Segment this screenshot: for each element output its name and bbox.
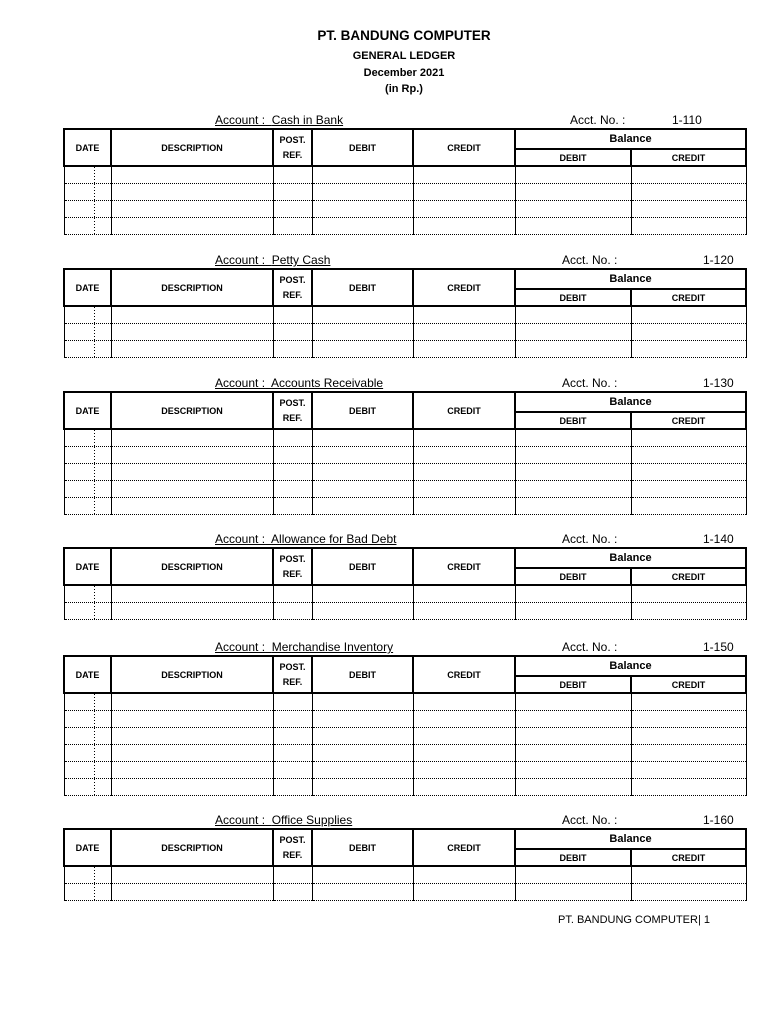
entry-date-cell <box>64 693 111 710</box>
entry-balance-credit-cell <box>631 429 746 446</box>
entry-date-cell <box>64 446 111 463</box>
entry-balance-debit-cell <box>515 340 631 357</box>
ledger-table <box>63 655 747 796</box>
col-credit-header: CREDIT <box>413 548 515 585</box>
post-ref-line-2: REF. <box>282 412 303 423</box>
account-name: Cash in Bank <box>271 113 344 127</box>
entry-debit-cell <box>312 883 413 900</box>
entry-description-cell <box>111 446 273 463</box>
entry-balance-debit-cell <box>515 585 631 602</box>
ledger-header-row <box>64 269 746 289</box>
col-date-header: DATE <box>64 548 111 585</box>
entry-credit-cell <box>413 183 515 200</box>
entry-balance-credit-cell <box>631 497 746 514</box>
entry-balance-credit-cell <box>631 710 746 727</box>
ledger-entries <box>64 585 746 619</box>
entry-date-cell <box>64 883 111 900</box>
entry-balance-credit-cell <box>631 463 746 480</box>
col-balance-debit-header: DEBIT <box>515 568 631 585</box>
entry-balance-credit-cell <box>631 883 746 900</box>
entry-credit-cell <box>413 761 515 778</box>
account-number-label: Acct. No. : <box>562 813 618 827</box>
ledger-entries <box>64 429 746 514</box>
entry-post-ref-cell <box>273 883 312 900</box>
col-credit-header: CREDIT <box>413 656 515 693</box>
entry-description-cell <box>111 602 273 619</box>
entry-balance-debit-cell <box>515 497 631 514</box>
entry-balance-credit-cell <box>631 480 746 497</box>
account-name: Merchandise Inventory <box>271 640 394 654</box>
entry-post-ref-cell <box>273 778 312 795</box>
entry-balance-debit-cell <box>515 883 631 900</box>
entry-balance-credit-cell <box>631 761 746 778</box>
account-title <box>215 252 330 268</box>
col-post-ref-header <box>273 129 312 166</box>
ledger-header-row <box>64 129 746 149</box>
entry-credit-cell <box>413 866 515 883</box>
entry-credit-cell <box>413 602 515 619</box>
ledger-table <box>63 391 747 515</box>
entry-credit-cell <box>413 727 515 744</box>
col-post-ref-header <box>273 829 312 866</box>
entry-debit-cell <box>312 693 413 710</box>
entry-date-cell <box>64 217 111 234</box>
account-number: 1-130 <box>703 376 734 390</box>
col-description-header: DESCRIPTION <box>111 269 273 306</box>
col-debit-header: DEBIT <box>312 829 413 866</box>
post-ref-line-1: POST. <box>279 134 306 145</box>
entry-balance-debit-cell <box>515 693 631 710</box>
document-currency: (in Rp.) <box>385 83 423 95</box>
ledger-account-section <box>0 639 768 690</box>
ledger-entry-row <box>64 866 746 883</box>
company-name: PT. BANDUNG COMPUTER <box>317 28 491 43</box>
col-balance-credit-header: CREDIT <box>631 676 746 693</box>
entry-credit-cell <box>413 710 515 727</box>
account-number: 1-110 <box>672 113 702 127</box>
entry-description-cell <box>111 761 273 778</box>
col-balance-header: Balance <box>515 129 746 149</box>
col-credit-header: CREDIT <box>413 269 515 306</box>
col-balance-credit-header: CREDIT <box>631 849 746 866</box>
entry-balance-credit-cell <box>631 778 746 795</box>
entry-balance-credit-cell <box>631 585 746 602</box>
ledger-entry-row <box>64 585 746 602</box>
ledger-account-section <box>0 375 768 426</box>
entry-credit-cell <box>413 306 515 323</box>
account-label: Account : <box>215 376 266 390</box>
entry-description-cell <box>111 727 273 744</box>
entry-balance-debit-cell <box>515 761 631 778</box>
entry-balance-debit-cell <box>515 446 631 463</box>
entry-debit-cell <box>312 480 413 497</box>
entry-credit-cell <box>413 778 515 795</box>
ledger-account-section <box>0 812 768 863</box>
entry-post-ref-cell <box>273 497 312 514</box>
entry-debit-cell <box>312 866 413 883</box>
col-balance-header: Balance <box>515 269 746 289</box>
account-label: Account : <box>215 532 266 546</box>
entry-balance-debit-cell <box>515 744 631 761</box>
entry-debit-cell <box>312 497 413 514</box>
account-name: Office Supplies <box>271 813 353 827</box>
entry-date-cell <box>64 710 111 727</box>
entry-post-ref-cell <box>273 340 312 357</box>
ledger-entries <box>64 166 746 234</box>
ledger-entry-row <box>64 761 746 778</box>
entry-post-ref-cell <box>273 200 312 217</box>
entry-date-cell <box>64 778 111 795</box>
ledger-account-section <box>0 531 768 582</box>
account-label: Account : <box>215 640 266 654</box>
entry-balance-credit-cell <box>631 446 746 463</box>
ledger-entry-row <box>64 446 746 463</box>
col-balance-debit-header: DEBIT <box>515 289 631 306</box>
account-title <box>215 112 343 128</box>
col-date-header: DATE <box>64 656 111 693</box>
entry-date-cell <box>64 463 111 480</box>
entry-description-cell <box>111 710 273 727</box>
entry-post-ref-cell <box>273 429 312 446</box>
col-credit-header: CREDIT <box>413 392 515 429</box>
col-description-header: DESCRIPTION <box>111 829 273 866</box>
account-name: Allowance for Bad Debt <box>271 532 397 546</box>
entry-balance-debit-cell <box>515 602 631 619</box>
entry-description-cell <box>111 744 273 761</box>
document-title: GENERAL LEDGER <box>352 50 456 62</box>
entry-credit-cell <box>413 217 515 234</box>
entry-post-ref-cell <box>273 306 312 323</box>
ledger-entry-row <box>64 166 746 183</box>
ledger-table <box>63 268 747 358</box>
entry-debit-cell <box>312 340 413 357</box>
col-balance-debit-header: DEBIT <box>515 149 631 166</box>
entry-balance-debit-cell <box>515 217 631 234</box>
ledger-entry-row <box>64 744 746 761</box>
entry-post-ref-cell <box>273 761 312 778</box>
col-post-ref-header <box>273 548 312 585</box>
entry-debit-cell <box>312 602 413 619</box>
entry-post-ref-cell <box>273 585 312 602</box>
entry-post-ref-cell <box>273 463 312 480</box>
ledger-entry-row <box>64 727 746 744</box>
ledger-entry-row <box>64 602 746 619</box>
entry-debit-cell <box>312 463 413 480</box>
entry-balance-debit-cell <box>515 727 631 744</box>
col-balance-header: Balance <box>515 656 746 676</box>
ledger-entry-row <box>64 497 746 514</box>
entry-post-ref-cell <box>273 166 312 183</box>
account-name: Petty Cash <box>271 253 331 267</box>
post-ref-line-1: POST. <box>279 274 306 285</box>
entry-credit-cell <box>413 166 515 183</box>
entry-date-cell <box>64 183 111 200</box>
col-debit-header: DEBIT <box>312 656 413 693</box>
post-ref-line-2: REF. <box>282 676 303 687</box>
post-ref-line-1: POST. <box>279 553 306 564</box>
ledger-entry-row <box>64 883 746 900</box>
col-date-header: DATE <box>64 269 111 306</box>
entry-debit-cell <box>312 323 413 340</box>
account-name: Accounts Receivable <box>271 376 384 390</box>
col-post-ref-header <box>273 656 312 693</box>
col-debit-header: DEBIT <box>312 129 413 166</box>
post-ref-line-2: REF. <box>282 289 303 300</box>
entry-description-cell <box>111 497 273 514</box>
post-ref-line-2: REF. <box>282 568 303 579</box>
entry-date-cell <box>64 585 111 602</box>
post-ref-line-2: REF. <box>282 849 303 860</box>
entry-balance-credit-cell <box>631 693 746 710</box>
col-balance-credit-header: CREDIT <box>631 149 746 166</box>
entry-debit-cell <box>312 727 413 744</box>
entry-balance-debit-cell <box>515 778 631 795</box>
ledger-header-row <box>64 392 746 412</box>
document-period: December 2021 <box>363 66 445 79</box>
entry-balance-debit-cell <box>515 480 631 497</box>
entry-balance-debit-cell <box>515 866 631 883</box>
col-debit-header: DEBIT <box>312 548 413 585</box>
entry-credit-cell <box>413 883 515 900</box>
account-label: Account : <box>215 253 266 267</box>
ledger-account-section <box>0 112 768 163</box>
entry-debit-cell <box>312 585 413 602</box>
col-description-header: DESCRIPTION <box>111 548 273 585</box>
account-number: 1-150 <box>703 640 734 654</box>
entry-balance-debit-cell <box>515 306 631 323</box>
col-balance-header: Balance <box>515 548 746 568</box>
account-number: 1-120 <box>703 253 734 267</box>
entry-post-ref-cell <box>273 866 312 883</box>
entry-debit-cell <box>312 166 413 183</box>
account-number-label: Acct. No. : <box>562 253 618 267</box>
account-number: 1-160 <box>703 813 734 827</box>
entry-credit-cell <box>413 340 515 357</box>
entry-credit-cell <box>413 480 515 497</box>
entry-post-ref-cell <box>273 693 312 710</box>
entry-debit-cell <box>312 744 413 761</box>
col-date-header: DATE <box>64 392 111 429</box>
entry-description-cell <box>111 166 273 183</box>
entry-date-cell <box>64 480 111 497</box>
entry-date-cell <box>64 429 111 446</box>
post-ref-line-2: REF. <box>282 149 303 160</box>
col-credit-header: CREDIT <box>413 129 515 166</box>
account-label: Account : <box>215 113 266 127</box>
col-balance-credit-header: CREDIT <box>631 289 746 306</box>
col-credit-header: CREDIT <box>413 829 515 866</box>
entry-balance-debit-cell <box>515 183 631 200</box>
entry-description-cell <box>111 778 273 795</box>
entry-post-ref-cell <box>273 744 312 761</box>
entry-post-ref-cell <box>273 217 312 234</box>
ledger-entry-row <box>64 778 746 795</box>
entry-post-ref-cell <box>273 446 312 463</box>
ledger-header-row <box>64 829 746 849</box>
entry-description-cell <box>111 217 273 234</box>
entry-balance-credit-cell <box>631 866 746 883</box>
ledger-entries <box>64 306 746 357</box>
ledger-entry-row <box>64 340 746 357</box>
entry-credit-cell <box>413 693 515 710</box>
ledger-entries <box>64 866 746 900</box>
entry-debit-cell <box>312 306 413 323</box>
col-date-header: DATE <box>64 829 111 866</box>
entry-debit-cell <box>312 217 413 234</box>
entry-description-cell <box>111 200 273 217</box>
account-title <box>215 639 393 655</box>
entry-date-cell <box>64 340 111 357</box>
col-post-ref-header <box>273 269 312 306</box>
entry-balance-debit-cell <box>515 710 631 727</box>
account-title <box>215 531 396 547</box>
col-post-ref-header <box>273 392 312 429</box>
entry-post-ref-cell <box>273 183 312 200</box>
entry-balance-debit-cell <box>515 200 631 217</box>
page-footer: PT. BANDUNG COMPUTER| 1 <box>558 914 710 926</box>
col-balance-debit-header: DEBIT <box>515 849 631 866</box>
entry-balance-debit-cell <box>515 323 631 340</box>
ledger-header-row <box>64 548 746 568</box>
entry-description-cell <box>111 429 273 446</box>
entry-date-cell <box>64 761 111 778</box>
account-label: Account : <box>215 813 266 827</box>
entry-date-cell <box>64 200 111 217</box>
entry-date-cell <box>64 727 111 744</box>
entry-credit-cell <box>413 429 515 446</box>
entry-description-cell <box>111 480 273 497</box>
ledger-entry-row <box>64 463 746 480</box>
entry-balance-credit-cell <box>631 183 746 200</box>
entry-credit-cell <box>413 323 515 340</box>
post-ref-line-1: POST. <box>279 397 306 408</box>
entry-date-cell <box>64 744 111 761</box>
account-number: 1-140 <box>703 532 734 546</box>
ledger-entry-row <box>64 323 746 340</box>
entry-credit-cell <box>413 200 515 217</box>
ledger-entry-row <box>64 710 746 727</box>
post-ref-line-1: POST. <box>279 834 306 845</box>
entry-balance-credit-cell <box>631 200 746 217</box>
entry-post-ref-cell <box>273 323 312 340</box>
ledger-entry-row <box>64 200 746 217</box>
col-balance-credit-header: CREDIT <box>631 412 746 429</box>
entry-balance-credit-cell <box>631 744 746 761</box>
entry-balance-credit-cell <box>631 340 746 357</box>
entry-debit-cell <box>312 761 413 778</box>
ledger-entry-row <box>64 693 746 710</box>
col-balance-debit-header: DEBIT <box>515 412 631 429</box>
ledger-account-section <box>0 252 768 303</box>
entry-description-cell <box>111 183 273 200</box>
entry-date-cell <box>64 166 111 183</box>
entry-post-ref-cell <box>273 727 312 744</box>
entry-date-cell <box>64 497 111 514</box>
entry-date-cell <box>64 866 111 883</box>
account-number-label: Acct. No. : <box>562 532 618 546</box>
entry-debit-cell <box>312 710 413 727</box>
document-header <box>254 27 554 98</box>
entry-description-cell <box>111 585 273 602</box>
entry-balance-credit-cell <box>631 166 746 183</box>
entry-balance-credit-cell <box>631 727 746 744</box>
ledger-header-row <box>64 656 746 676</box>
entry-balance-credit-cell <box>631 306 746 323</box>
ledger-entry-row <box>64 306 746 323</box>
account-number-label: Acct. No. : <box>570 113 626 127</box>
col-description-header: DESCRIPTION <box>111 129 273 166</box>
ledger-table <box>63 547 747 620</box>
entry-balance-debit-cell <box>515 166 631 183</box>
ledger-entry-row <box>64 480 746 497</box>
ledger-table <box>63 828 747 901</box>
account-title <box>215 375 383 391</box>
ledger-entry-row <box>64 183 746 200</box>
ledger-table <box>63 128 747 235</box>
col-balance-header: Balance <box>515 829 746 849</box>
entry-balance-debit-cell <box>515 463 631 480</box>
entry-balance-credit-cell <box>631 602 746 619</box>
account-number-label: Acct. No. : <box>562 376 618 390</box>
entry-credit-cell <box>413 497 515 514</box>
entry-description-cell <box>111 463 273 480</box>
entry-description-cell <box>111 323 273 340</box>
entry-credit-cell <box>413 463 515 480</box>
entry-credit-cell <box>413 585 515 602</box>
col-balance-debit-header: DEBIT <box>515 676 631 693</box>
entry-balance-credit-cell <box>631 323 746 340</box>
entry-balance-credit-cell <box>631 217 746 234</box>
entry-description-cell <box>111 306 273 323</box>
ledger-entries <box>64 693 746 795</box>
ledger-entry-row <box>64 217 746 234</box>
col-balance-credit-header: CREDIT <box>631 568 746 585</box>
col-description-header: DESCRIPTION <box>111 392 273 429</box>
entry-debit-cell <box>312 429 413 446</box>
entry-description-cell <box>111 866 273 883</box>
entry-description-cell <box>111 340 273 357</box>
post-ref-line-1: POST. <box>279 661 306 672</box>
entry-post-ref-cell <box>273 602 312 619</box>
ledger-entry-row <box>64 429 746 446</box>
entry-debit-cell <box>312 200 413 217</box>
entry-description-cell <box>111 883 273 900</box>
col-debit-header: DEBIT <box>312 269 413 306</box>
col-balance-header: Balance <box>515 392 746 412</box>
col-date-header: DATE <box>64 129 111 166</box>
entry-debit-cell <box>312 183 413 200</box>
entry-debit-cell <box>312 778 413 795</box>
col-debit-header: DEBIT <box>312 392 413 429</box>
entry-date-cell <box>64 602 111 619</box>
entry-post-ref-cell <box>273 480 312 497</box>
account-number-label: Acct. No. : <box>562 640 618 654</box>
account-title <box>215 812 352 828</box>
entry-date-cell <box>64 306 111 323</box>
entry-debit-cell <box>312 446 413 463</box>
entry-post-ref-cell <box>273 710 312 727</box>
entry-credit-cell <box>413 446 515 463</box>
entry-description-cell <box>111 693 273 710</box>
entry-balance-debit-cell <box>515 429 631 446</box>
entry-credit-cell <box>413 744 515 761</box>
entry-date-cell <box>64 323 111 340</box>
col-description-header: DESCRIPTION <box>111 656 273 693</box>
